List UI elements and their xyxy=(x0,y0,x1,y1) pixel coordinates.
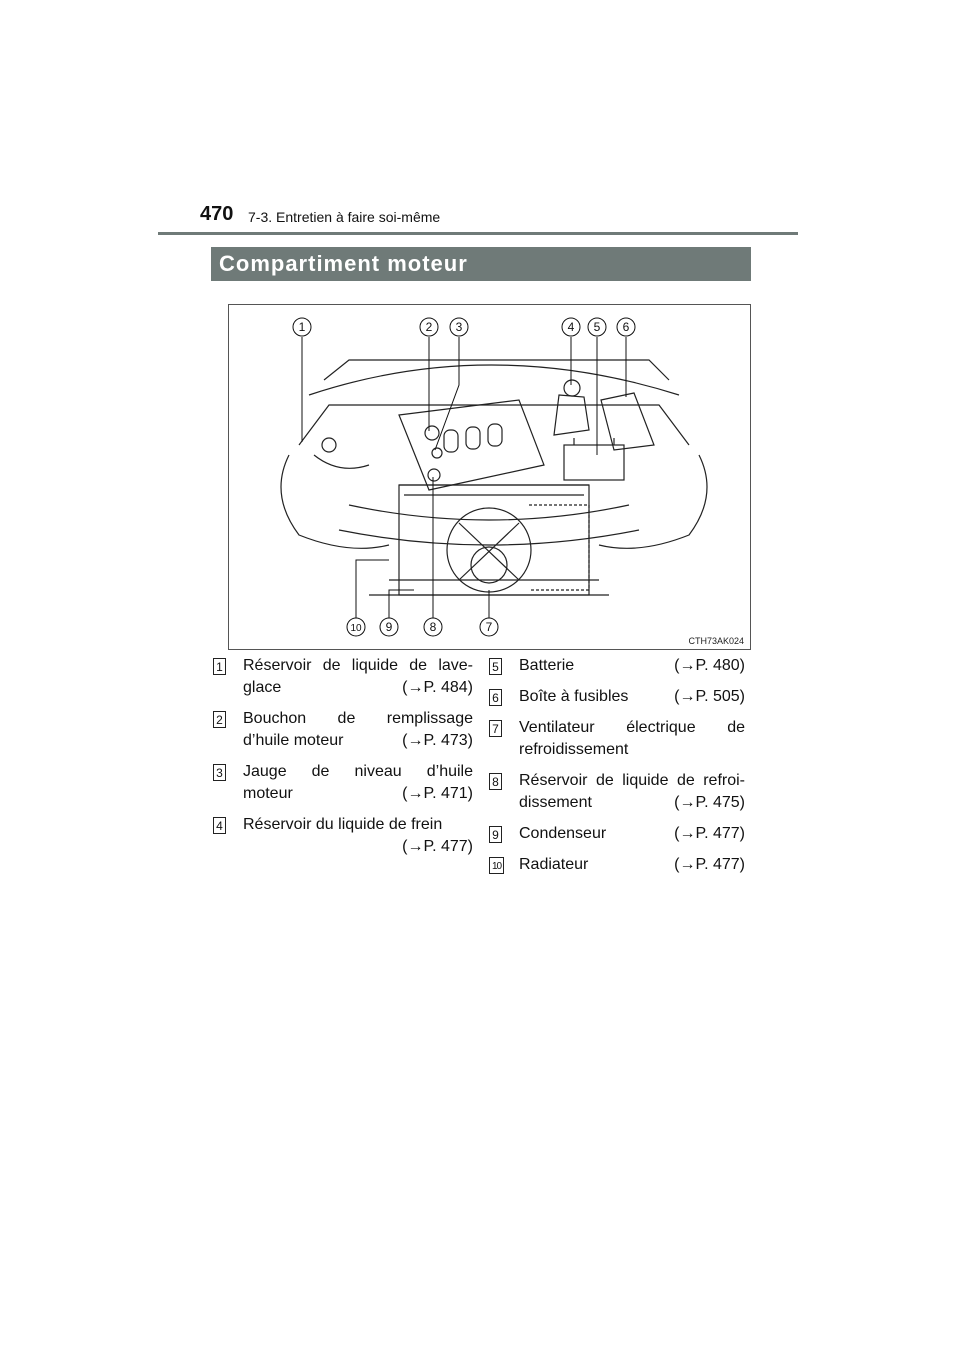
page-reference: (→P. 505) xyxy=(674,688,745,705)
legend-item xyxy=(213,761,473,805)
legend-text: moteur xyxy=(243,785,293,802)
legend-right xyxy=(489,655,745,885)
legend-text: Batterie xyxy=(519,657,575,674)
legend-text: Réservoir de liquide de lave- xyxy=(243,657,473,674)
legend-text: glace xyxy=(243,679,282,696)
legend-item xyxy=(489,823,745,845)
legend-number: 4 xyxy=(213,817,226,834)
legend-text: Boîte à fusibles xyxy=(519,688,629,705)
legend-number: 1 xyxy=(213,658,226,675)
legend-item xyxy=(489,686,745,708)
figure-code: CTH73AK024 xyxy=(688,636,744,646)
engine-compartment-figure xyxy=(228,304,751,650)
legend-item xyxy=(489,717,745,761)
legend-number: 5 xyxy=(489,658,502,675)
legend-text: Réservoir du liquide de frein xyxy=(243,816,443,833)
callout-7 xyxy=(480,618,498,636)
callout-5 xyxy=(588,318,606,336)
legend-number: 3 xyxy=(213,764,226,781)
callout-3 xyxy=(450,318,468,336)
legend-item xyxy=(489,655,745,677)
legend-text: dissement xyxy=(519,794,592,811)
legend-text: Jauge de niveau d’huile xyxy=(243,763,473,780)
page-reference: (→P. 477) xyxy=(674,825,745,842)
legend-number: 10 xyxy=(489,857,504,874)
legend-number: 7 xyxy=(489,720,502,737)
svg-text:8: 8 xyxy=(429,620,437,634)
svg-text:2: 2 xyxy=(425,320,433,334)
svg-text:10: 10 xyxy=(350,623,362,634)
legend-text: Radiateur xyxy=(519,856,589,873)
callout-8 xyxy=(424,618,442,636)
callout-6 xyxy=(617,318,635,336)
callout-2 xyxy=(420,318,438,336)
engine-illustration xyxy=(229,305,750,649)
callout-10 xyxy=(347,618,365,636)
page-reference: (→P. 475) xyxy=(674,794,745,811)
legend-item xyxy=(213,655,473,699)
svg-text:3: 3 xyxy=(455,320,463,334)
page-reference: (→P. 473) xyxy=(402,732,473,749)
legend-item xyxy=(213,814,473,858)
svg-text:5: 5 xyxy=(593,320,601,334)
legend-text: d’huile moteur xyxy=(243,732,344,749)
legend-number: 6 xyxy=(489,689,502,706)
header-divider xyxy=(158,232,798,235)
legend-text: Bouchon de remplissage xyxy=(243,710,473,727)
callout-4 xyxy=(562,318,580,336)
legend-item xyxy=(213,708,473,752)
page-reference: (→P. 477) xyxy=(674,856,745,873)
legend-item xyxy=(489,770,745,814)
svg-text:7: 7 xyxy=(485,620,493,634)
page-reference: (→P. 471) xyxy=(402,785,473,802)
page-number: 470 xyxy=(200,203,234,225)
legend-left xyxy=(213,655,473,867)
svg-text:1: 1 xyxy=(298,320,306,334)
legend-number: 9 xyxy=(489,826,502,843)
page-title: Compartiment moteur xyxy=(211,247,751,281)
svg-text:4: 4 xyxy=(567,320,575,334)
legend-text: Ventilateur électrique de xyxy=(519,719,745,736)
section-title: 7-3. Entretien à faire soi-même xyxy=(248,209,441,225)
legend-text: refroidissement xyxy=(519,741,629,758)
legend-number: 2 xyxy=(213,711,226,728)
callout-1 xyxy=(293,318,311,336)
svg-text:6: 6 xyxy=(622,320,630,334)
legend-text: Condenseur xyxy=(519,825,607,842)
legend-item xyxy=(489,854,745,876)
page-reference: (→P. 484) xyxy=(402,679,473,696)
legend-number: 8 xyxy=(489,773,502,790)
callout-9 xyxy=(380,618,398,636)
page-reference: (→P. 477) xyxy=(402,838,473,855)
legend-text: Réservoir de liquide de refroi- xyxy=(519,772,745,789)
svg-text:9: 9 xyxy=(385,620,393,634)
page-reference: (→P. 480) xyxy=(674,657,745,674)
